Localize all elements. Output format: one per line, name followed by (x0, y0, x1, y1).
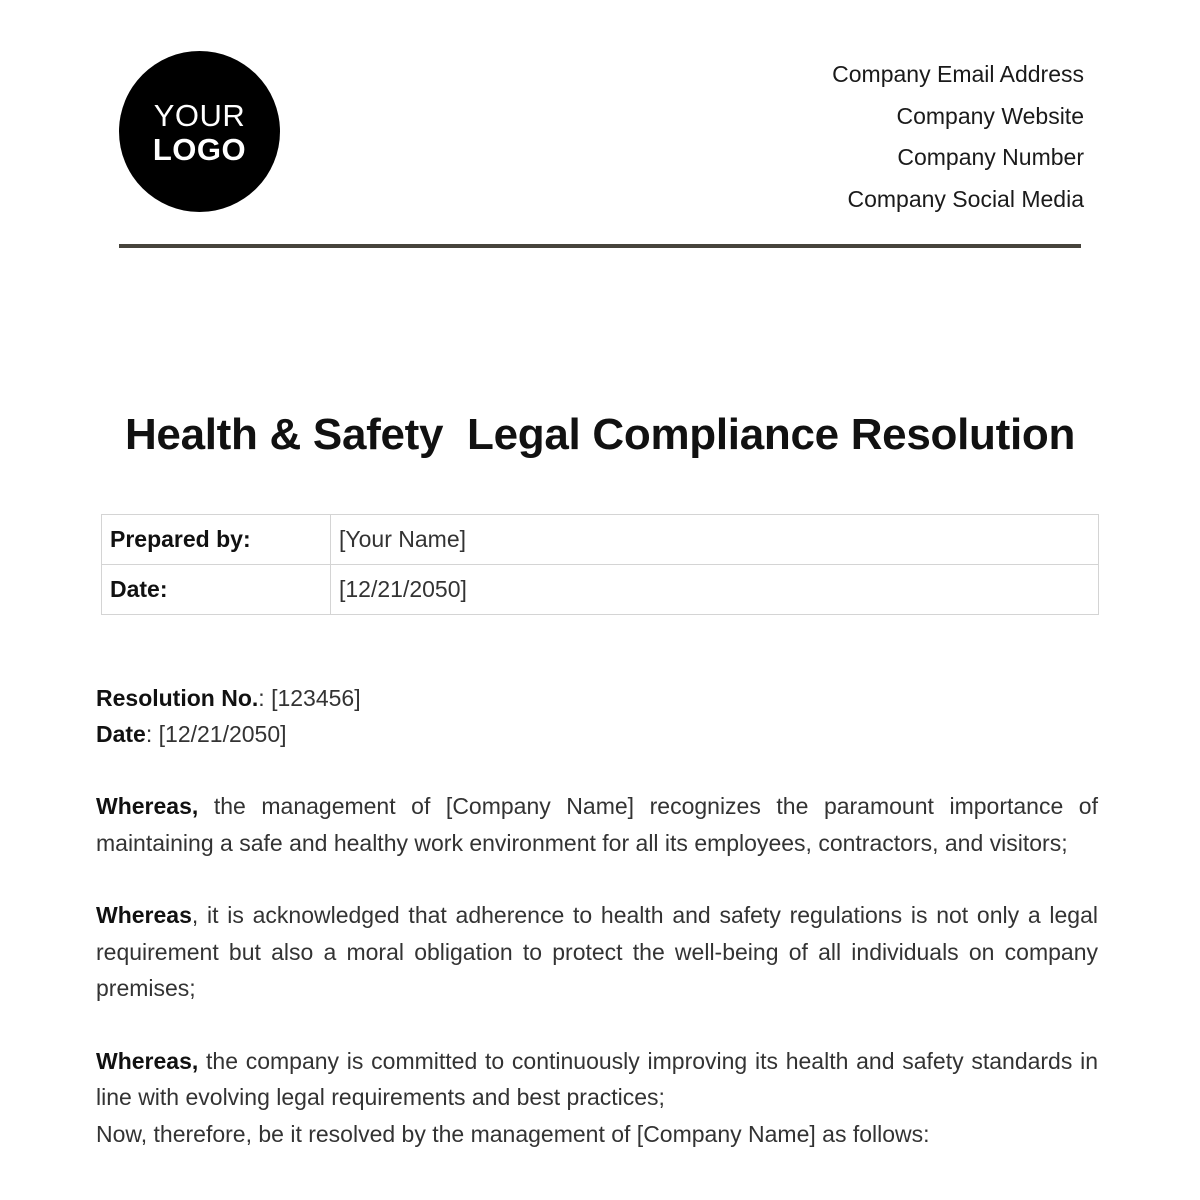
logo-text-your: YOUR (153, 98, 246, 133)
resolution-date-value: [12/21/2050] (158, 721, 287, 747)
document-meta-table (101, 514, 1099, 615)
resolution-number-line (96, 680, 1098, 716)
paragraph-text: , it is acknowledged that adherence to health and safety regulations is not only a legal requirement but also a moral obligation to protect the well-being of all individuals on company premises; (96, 902, 1098, 1001)
whereas-paragraph-2 (96, 897, 1098, 1007)
resolution-number-value: [123456] (271, 685, 361, 711)
resolution-date-label: Date (96, 721, 146, 747)
table-row (102, 515, 1099, 565)
company-number: Company Number (897, 144, 1084, 170)
whereas-lead: Whereas (96, 902, 192, 928)
resolved-statement: Now, therefore, be it resolved by the management of [Company Name] as follows: (96, 1120, 930, 1147)
document-title: Health & Safety Legal Compliance Resolution (124, 410, 1076, 459)
table-row (102, 565, 1099, 615)
whereas-paragraph-3 (96, 1043, 1098, 1116)
resolution-date-separator: : (145, 721, 159, 747)
company-website: Company Website (896, 102, 1084, 129)
paragraph-text: the company is committed to continuously improving its health and safety standards in line with evolving legal requirements and best practices; (96, 1047, 1098, 1110)
date-value: [12/21/2050] (331, 565, 1099, 615)
company-logo (119, 51, 280, 212)
prepared-by-value: [Your Name] (331, 515, 1099, 565)
document-body (96, 680, 1098, 1152)
header-divider (119, 244, 1081, 248)
company-email: Company Email Address (832, 61, 1084, 87)
resolution-number-separator: : (258, 685, 272, 711)
company-contact-block (832, 54, 1084, 220)
resolution-number-label: Resolution No. (96, 685, 259, 711)
whereas-lead: Whereas, (96, 793, 199, 819)
prepared-by-label: Prepared by: (102, 515, 331, 565)
date-label: Date: (102, 565, 331, 615)
company-social-media: Company Social Media (847, 185, 1084, 212)
resolution-date-line (96, 716, 1098, 752)
whereas-paragraph-1 (96, 788, 1098, 861)
logo-text-logo: LOGO (152, 132, 247, 167)
paragraph-text: the management of [Company Name] recognizes the paramount importance of maintaining a safe and healthy work environment for all its employees, contractors, and visitors; (96, 793, 1098, 856)
whereas-lead: Whereas, (96, 1047, 199, 1074)
